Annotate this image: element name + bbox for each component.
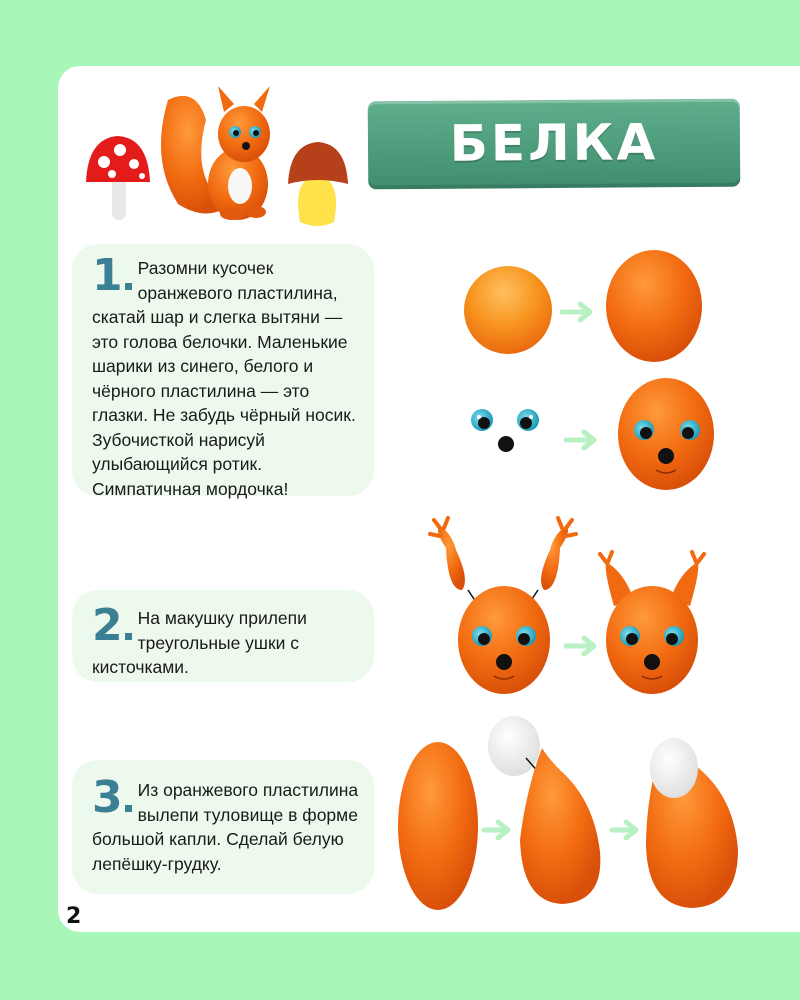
clay-oval-icon: [398, 742, 478, 910]
squirrel-face-icon: [618, 378, 714, 490]
body-with-chest-icon: [646, 738, 738, 908]
page-number: 2: [66, 904, 82, 929]
arrow-icon: [566, 638, 594, 654]
finished-squirrel-icon: [161, 86, 270, 220]
clay-ball-icon: [464, 266, 552, 354]
porcini-mushroom-icon: [288, 142, 348, 226]
arrow-icon: [484, 822, 508, 838]
step-3-number: 3: [92, 778, 132, 818]
arrow-icon: [612, 822, 636, 838]
step-1-number: 1: [92, 256, 132, 296]
eyes-and-nose-parts-icon: [471, 409, 539, 452]
squirrel-head-icon: [458, 586, 550, 694]
arrow-icon: [562, 304, 590, 320]
clay-drop-body-icon: [520, 748, 600, 904]
step-1-text: Разомни кусочек оранжевого пластилина, скатай шар и слегка вытяни — это голова белочки. Маленькие шарики из синего, белого и чёрного пластилина — это глазки. Не забудь чёрный носик. Зубочисткой нарисуй улыбающийся ротик. Симпатичная мордочка!: [92, 258, 356, 499]
clay-egg-icon: [606, 250, 702, 362]
white-chest-patty-icon: [488, 716, 540, 776]
step-3-text: Из оранжевого пластилина вылепи туловище в форме большой капли. Сделай белую лепёшку-грудку.: [92, 780, 359, 874]
page-title: БЕЛКА: [449, 113, 659, 173]
arrow-icon: [566, 432, 594, 448]
fly-agaric-mushroom-icon: [86, 136, 150, 220]
step-2-number: 2: [92, 606, 132, 646]
step-2-text: На макушку прилепи треугольные ушки с кисточками.: [92, 608, 307, 677]
squirrel-head-with-ears-icon: [600, 552, 704, 694]
